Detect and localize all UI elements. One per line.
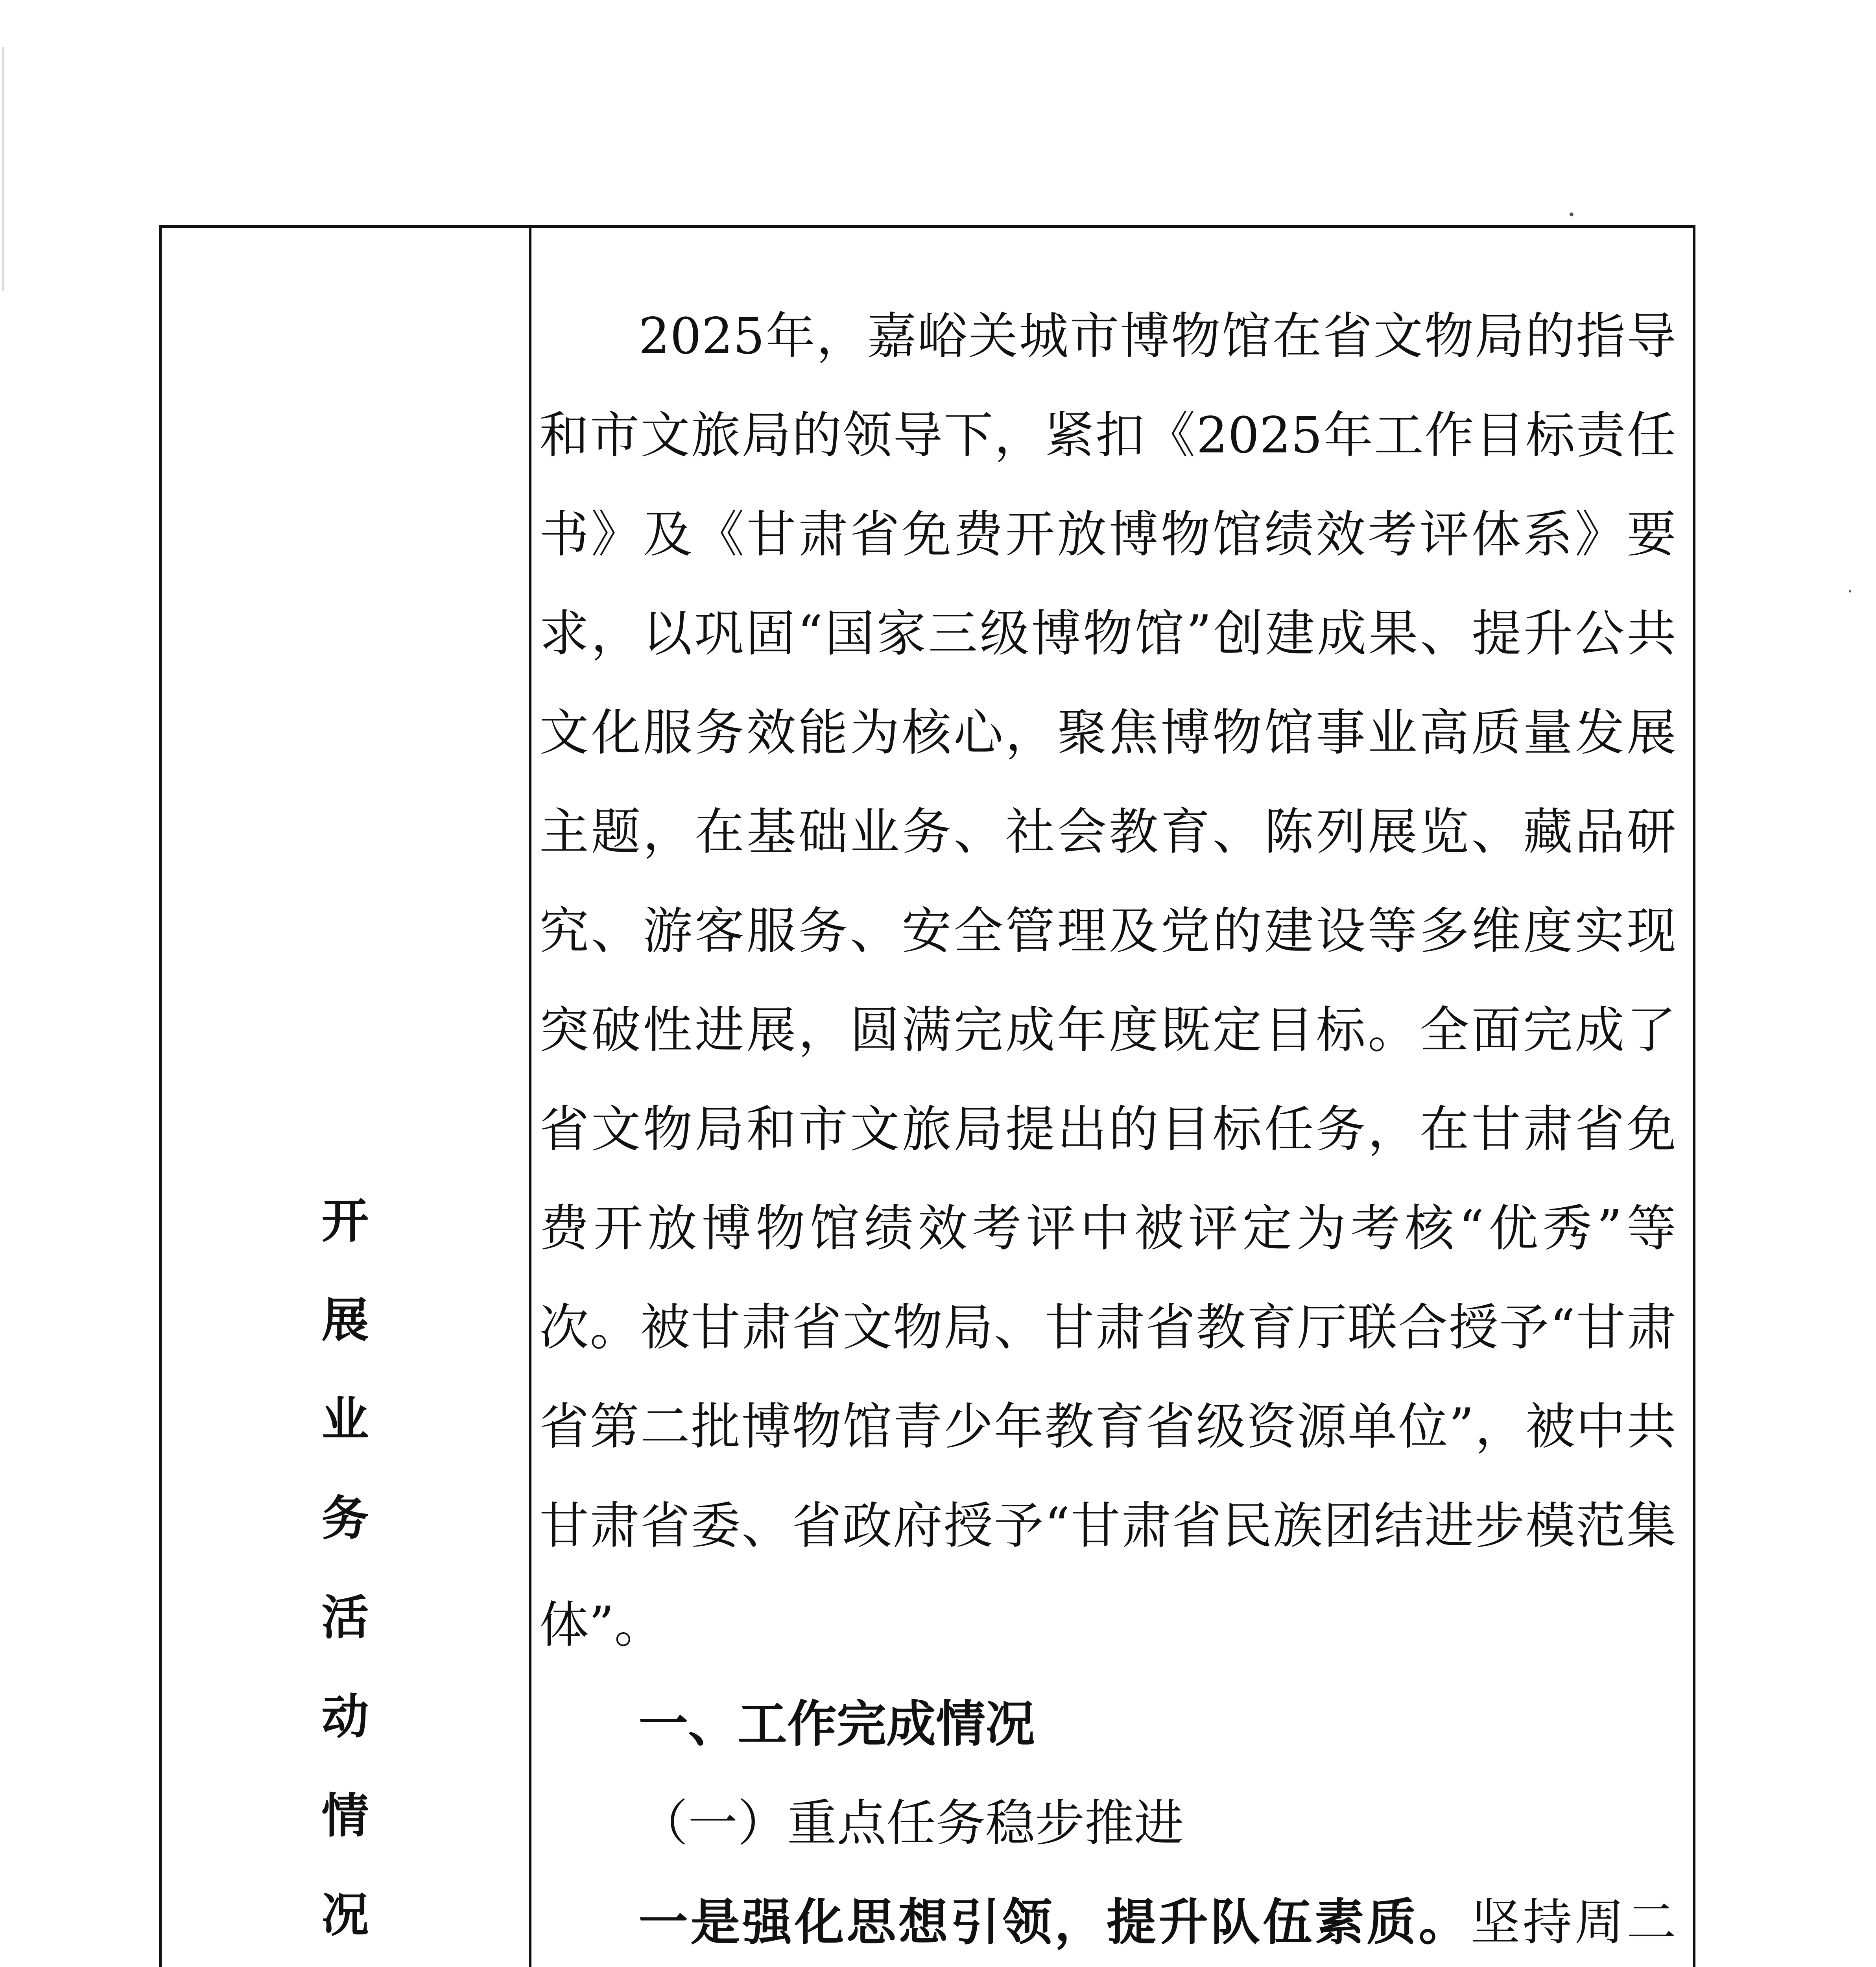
scan-edge-mark <box>2 47 4 291</box>
content-cell <box>539 287 1676 1967</box>
section-heading: 一、工作完成情况 <box>638 1695 1035 1753</box>
row-label-char: 务 <box>321 1491 369 1546</box>
row-label-char: 展 <box>321 1293 369 1348</box>
row-label-char: 活 <box>321 1591 369 1645</box>
item1-body: 坚持周二 <box>1470 1893 1677 1951</box>
report-table <box>159 225 1695 1967</box>
scan-speck <box>1570 212 1573 216</box>
row-label-char: 况 <box>321 1888 369 1943</box>
item1-title: 一是强化思想引领，提升队伍素质。 <box>638 1893 1471 1951</box>
intro-paragraph: 2025年，嘉峪关城市博物馆在省文物局的指导和市文旅局的领导下，紧扣《2025年工作目标责任书》及《甘肃省免费开放博物馆绩效考评体系》要求，以巩固“国家三级博物馆”创建成果、提升公共文化服务效能为核心，聚焦博物馆事业高质量发展主题，在基础业务、社会教育、陈列展览、藏品研究、游客服务、安全管理及党的建设等多维度实现突破性进展，圆满完成年度既定目标。全面完成了省文物局和市文旅局提出的目标任务，在甘肃省免费开放博物馆绩效考评中被评定为考核“优秀”等次。被甘肃省文物局、甘肃省教育厅联合授予“甘肃省第二批博物馆青少年教育省级资源单位”，被中共甘肃省委、省政府授予“甘肃省民族团结进步模范集体”。 <box>539 307 1676 1654</box>
row-label-cell <box>162 228 531 1967</box>
subsection-heading: （一）重点任务稳步推进 <box>638 1794 1184 1852</box>
scan-speck <box>1849 590 1851 592</box>
row-label-char: 动 <box>321 1690 369 1744</box>
row-label <box>162 1172 529 1965</box>
row-label-char: 业 <box>321 1392 369 1447</box>
row-label-char: 开 <box>321 1194 369 1249</box>
row-label-char: 情 <box>321 1789 369 1843</box>
work-items-paragraph <box>539 1873 1676 1967</box>
